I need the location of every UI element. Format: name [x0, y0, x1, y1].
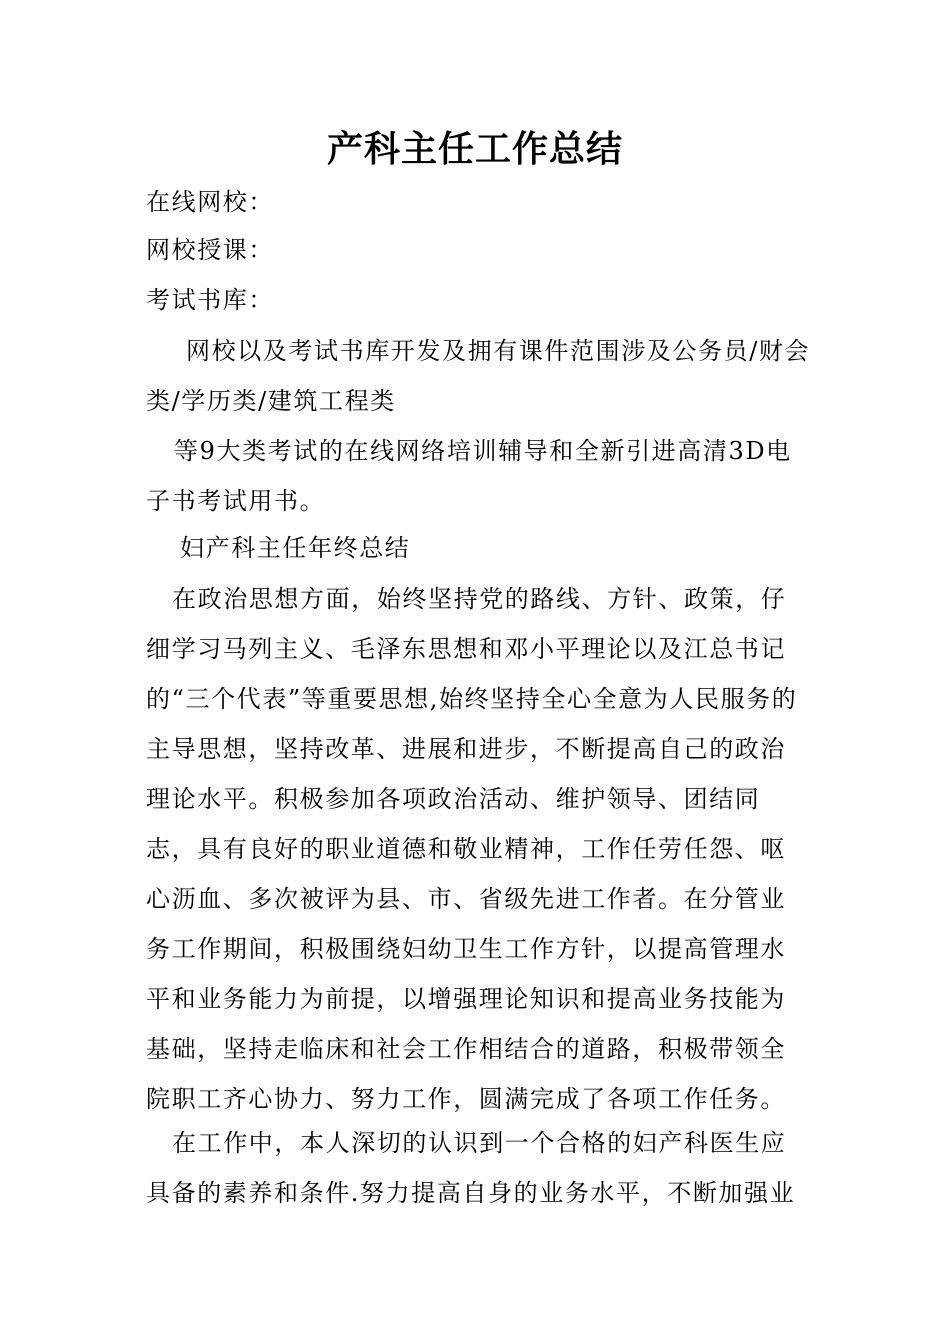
paragraph-work: 在工作中，本人深切的认识到一个合格的妇产科医生应具备的素养和条件.努力提高自身的业务水平，不断加强业: [146, 1129, 796, 1207]
paragraph-course-scope: 网校以及考试书库开发及拥有课件范围涉及公务员/财会类/学历类/建筑工程类: [146, 337, 811, 415]
label-exam-library: 考试书库：: [146, 286, 274, 314]
label-school-lessons: 网校授课：: [146, 236, 274, 264]
label-online-school: 在线网校：: [146, 188, 274, 216]
paragraph-political-thought: 在政治思想方面，始终坚持党的路线、方针、政策，仔细学习马列主义、毛泽东思想和邓小平理论以及江总书记的“三个代表”等重要思想,始终坚持全心全意为人民服务的主导思想，坚持改革、进展和进步，不断提高自己的政治理论水平。积极参加各项政治活动、维护领导、团结同志，具有良好的职业道德和敬业精神，工作任劳任怨、呕心沥血、多次被评为县、市、省级先进工作者。在分管业务工作期间，积极围绕妇幼卫生工作方针，以提高管理水平和业务能力为前提，以增强理论知识和提高业务技能为基础，坚持走临床和社会工作相结合的道路，积极带领全院职工齐心协力、努力工作，圆满完成了各项工作任务。: [146, 585, 798, 1113]
page-title: 产科主任工作总结: [326, 128, 623, 170]
section-heading: 妇产科主任年终总结: [180, 534, 411, 562]
paragraph-exam-categories: 等9大类考试的在线网络培训辅导和全新引进高清3D电子书考试用书。: [146, 437, 792, 515]
